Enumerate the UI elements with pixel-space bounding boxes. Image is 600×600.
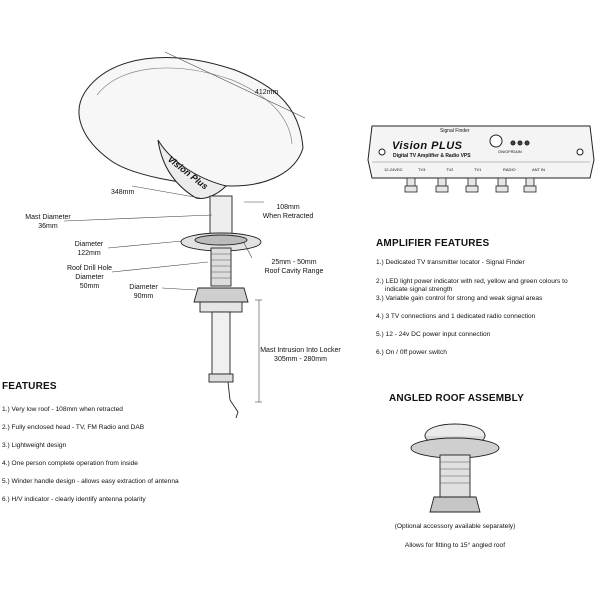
amplifier-ports <box>405 178 536 192</box>
base-diameter-label: Diameter 122mm <box>74 241 104 257</box>
angled-roof-fit-note: Allows for fitting to 15° angled roof <box>404 542 506 549</box>
switch-label-power: ON/OFF <box>498 149 514 154</box>
amplifier-subtitle: Digital TV Amplifier & Radio VPS <box>393 153 471 159</box>
antenna-brand-logo: Vision Plus <box>165 154 210 192</box>
feature-item: 5.) Winder handle design - allows easy extraction of antenna <box>2 478 179 485</box>
port-label: TV1 <box>474 167 482 172</box>
port-label: TV2 <box>446 167 454 172</box>
port-label: TV3 <box>418 167 426 172</box>
amplifier-feature-item: 6.) On / 0ff power switch <box>376 349 447 356</box>
switch-label-gain: GAIN <box>512 149 522 154</box>
amplifier-features-heading: AMPLIFIER FEATURES <box>376 238 490 249</box>
amplifier-feature-item: 4.) 3 TV connections and 1 dedicated radio connection <box>376 313 536 320</box>
port-label: ANT IN <box>532 167 546 172</box>
port-label: 12-24VDC <box>384 167 403 172</box>
feature-item: 6.) H/V indicator - clearly identify antenna polarity <box>2 496 146 503</box>
roof-drill-hole-label: Roof Drill Hole Diameter 50mm <box>66 265 113 290</box>
mast-assembly <box>181 196 261 418</box>
feature-item: 4.) One person complete operation from inside <box>2 460 138 467</box>
amplifier-feature-item: 2.) LED light power indicator with red, yellow and green colours to <box>376 278 568 285</box>
angled-roof-fitting <box>411 424 499 512</box>
amplifier-brand-logo: Vision PLUS <box>392 140 463 152</box>
nut-diameter-label: Diameter 90mm <box>129 284 158 300</box>
depth-dimension-label: 348mm <box>111 189 135 196</box>
port-label: RADIO <box>503 167 516 172</box>
optional-accessory-note: (Optional accessory available separately) <box>394 523 516 530</box>
amplifier-feature-item: indicate signal strength <box>385 286 453 293</box>
feature-item: 3.) Lightweight design <box>2 442 67 449</box>
amplifier-feature-item: 3.) Variable gain control for strong and weak signal areas <box>376 295 543 302</box>
mast-diameter-label: Mast Diameter 36mm <box>25 214 71 230</box>
signal-finder-label: Signal Finder <box>440 128 470 134</box>
amplifier-feature-item: 5.) 12 - 24v DC power input connection <box>376 331 491 338</box>
roof-cavity-label: 25mm - 50mm Roof Cavity Range <box>264 259 324 275</box>
angled-roof-heading: ANGLED ROOF ASSEMBLY <box>389 393 524 404</box>
amplifier-feature-item: 1.) Dedicated TV transmitter locator - Signal Finder <box>376 259 525 266</box>
features-heading: FEATURES <box>2 381 57 392</box>
width-dimension-label: 412mm <box>255 89 279 96</box>
retracted-height-label: 108mm When Retracted <box>262 204 314 220</box>
mast-intrusion-label: Mast Intrusion Into Locker 305mm - 280mm <box>260 347 341 363</box>
feature-item: 2.) Fully enclosed head - TV, FM Radio and DAB <box>2 424 145 431</box>
feature-item: 1.) Very low roof - 108mm when retracted <box>2 406 123 413</box>
